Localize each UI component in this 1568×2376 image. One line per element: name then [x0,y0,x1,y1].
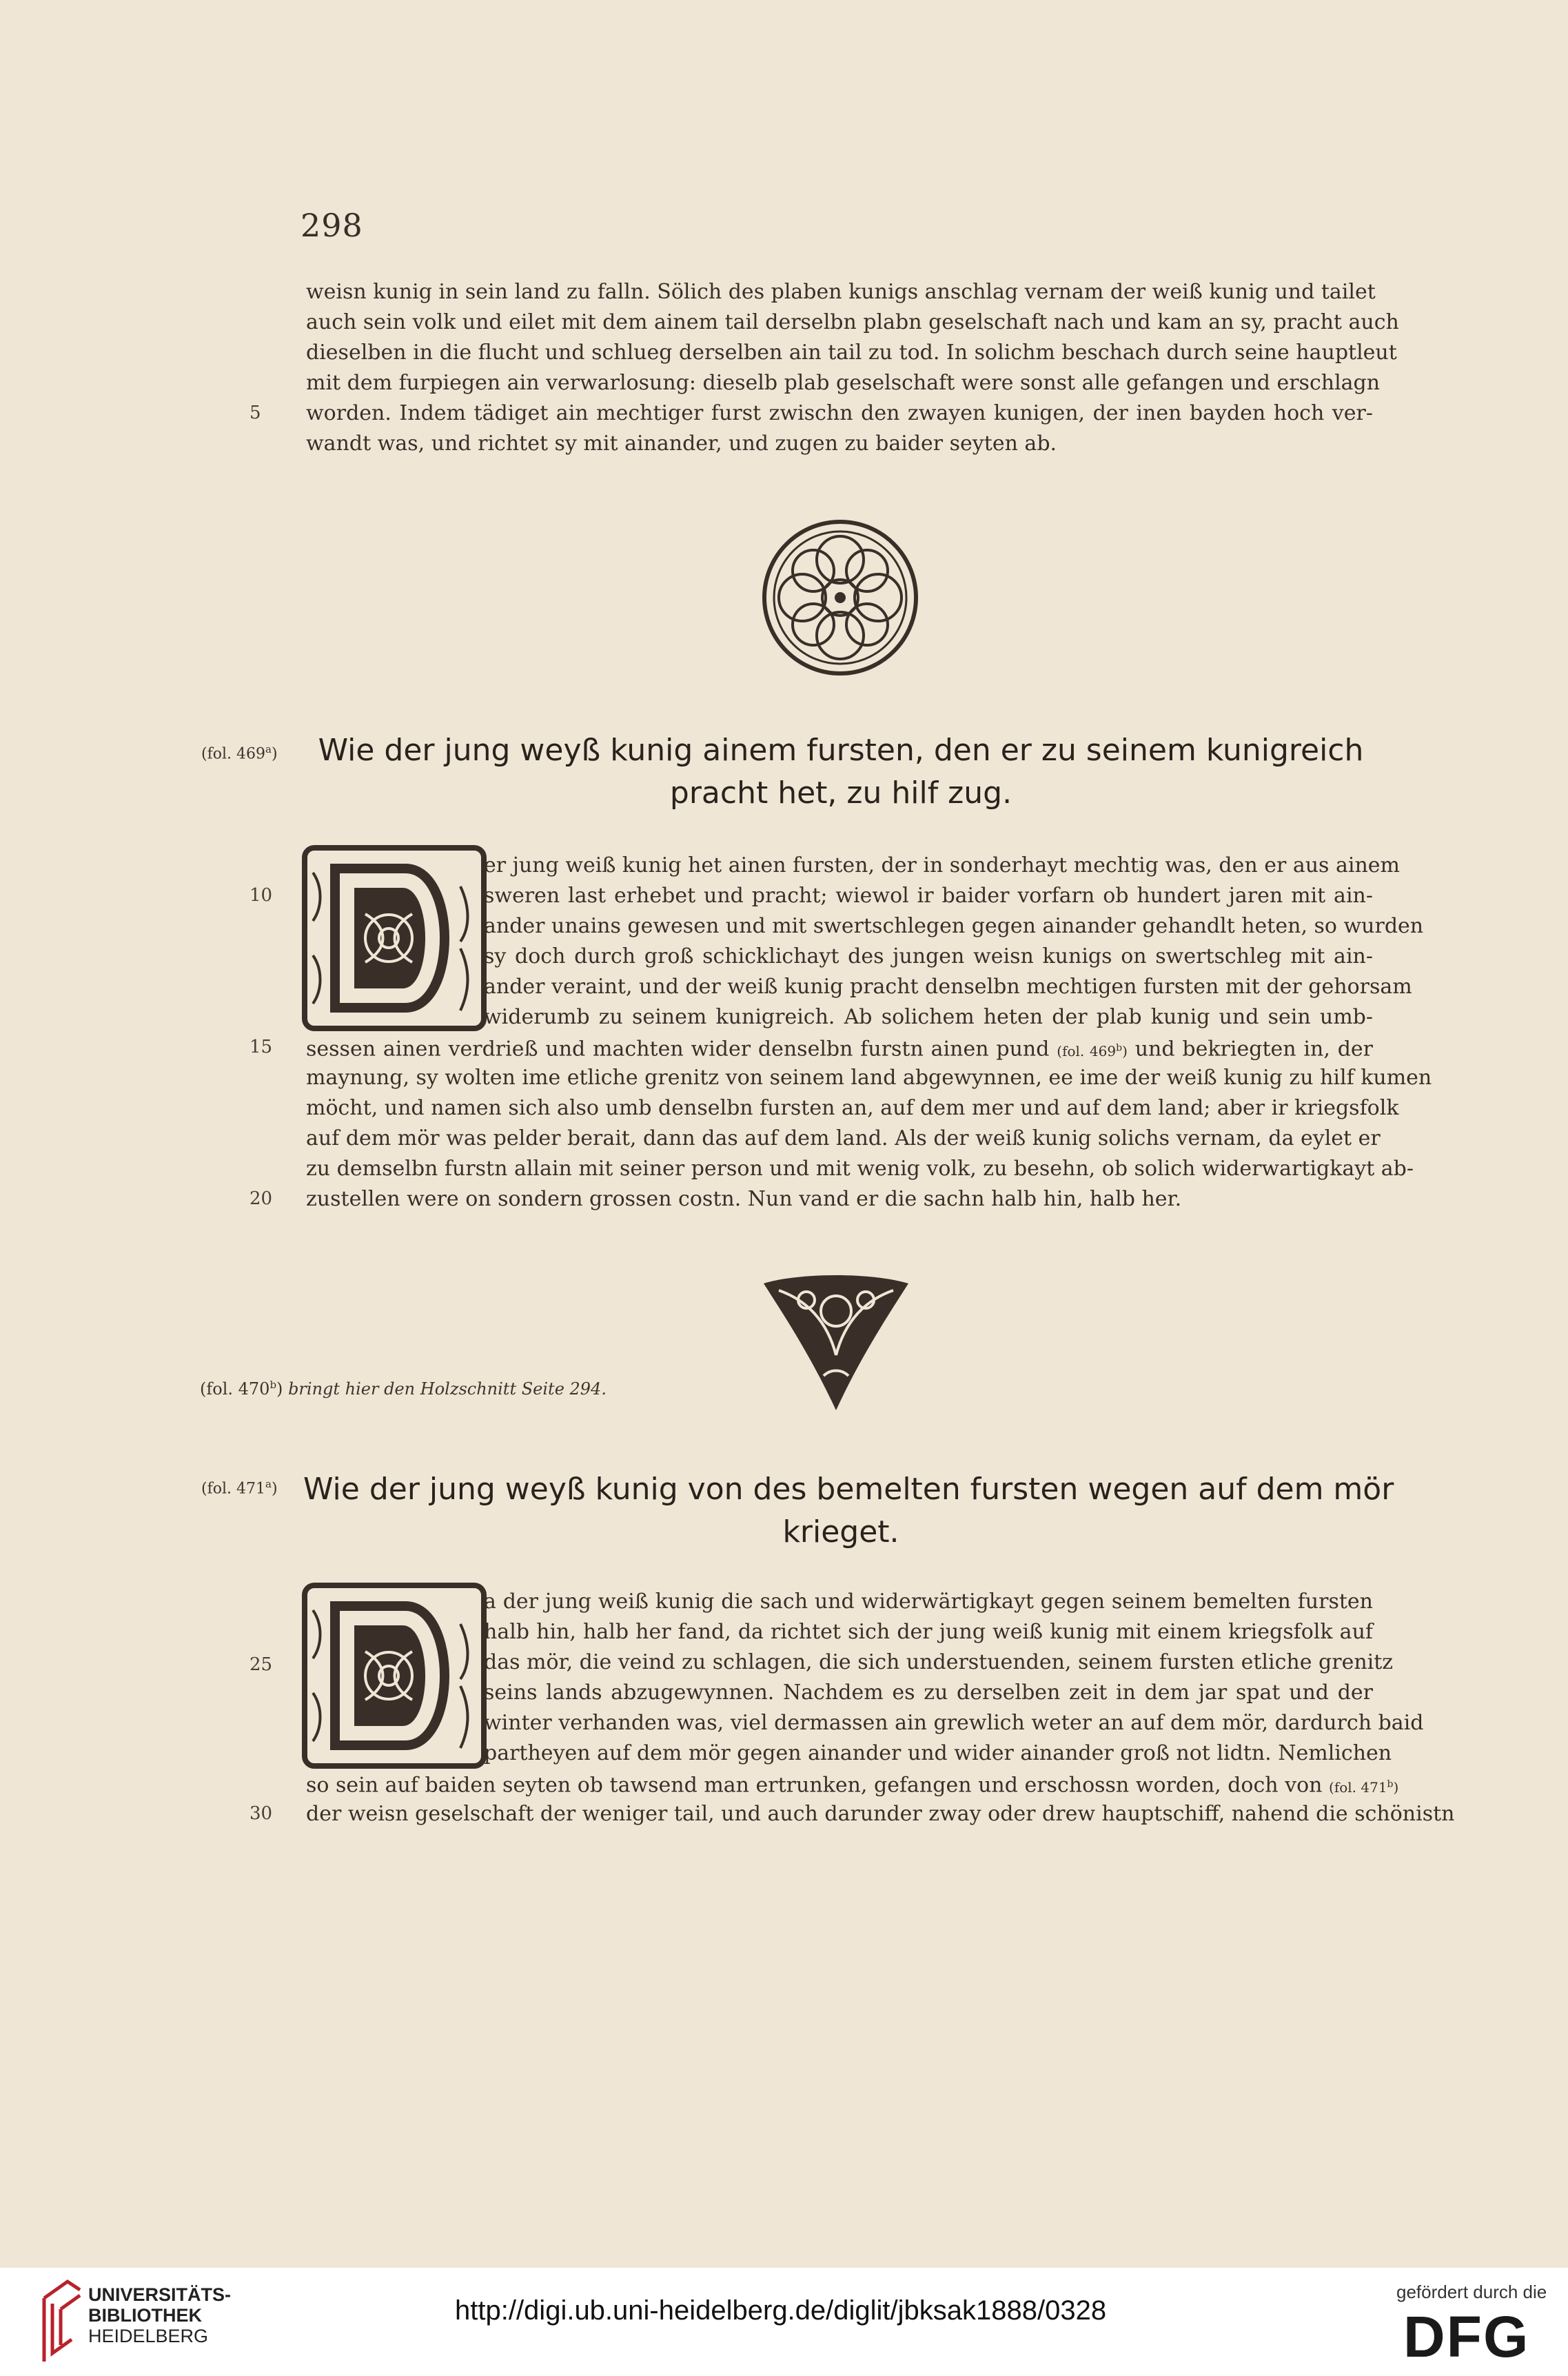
text-line: worden. Indem tädiget ain mechtiger furst zwischn den zwayen kunigen, der inen bayden hoch ver- [306,401,1373,425]
funder-caption: gefördert durch die [1396,2282,1547,2302]
text-line: widerumb zu seinem kunigreich. Ab solichem heten der plab kunig und sein umb- [484,1005,1373,1029]
text-line: das mör, die veind zu schlagen, die sich understuenden, seinem fursten etliche grenitz [484,1650,1394,1674]
text-line: mit dem furpiegen ain verwarlosung: dieselb plab geselschaft were sonst alle gefangen und erschlagn [306,371,1381,395]
text-line: halb hin, halb her fand, da richtet sich der jung weiß kunig mit einem kriegsfolk auf [484,1620,1373,1644]
text-line: sweren last erhebet und pracht; wiewol ir baider vorfarn ob hundert jaren mit ain- [484,884,1373,908]
section-heading: krieget. [782,1514,899,1550]
section-heading: Wie der jung weyß kunig von des bemelten fursten wegen auf dem mör [303,1472,1394,1507]
triangular-vignette [758,1272,914,1417]
text-line: weisn kunig in sein land zu falln. Sölich des plaben kunigs anschlag vernam der weiß kunig und tailet [306,280,1376,304]
text-line: ander unains gewesen und mit swertschlegen gegen ainander gehandlt heten, so wurden [484,914,1424,938]
text-line: auch sein volk und eilet mit dem ainem tail derselbn plabn geselschaft nach und kam an sy, pracht auch [306,310,1399,334]
text-line: ander veraint, und der weiß kunig pracht denselbn mechtigen fursten mit der gehorsam [484,975,1412,999]
text-line: winter verhanden was, viel dermassen ain grewlich weter an auf dem mör, dardurch baid [484,1711,1424,1735]
text-line: a der jung weiß kunig die sach und widerwärtigkayt gegen seinem bemelten fursten [484,1590,1373,1614]
text-line: der weisn geselschaft der weniger tail, und auch darunder zway oder drew hauptschiff, nahend die schönistn [306,1802,1455,1826]
university-library-logo-icon[interactable] [40,2277,84,2366]
line-number: 5 [250,403,261,423]
text-line: so sein auf baiden seyten ob tawsend man ertrunken, gefangen und erschossn worden, doch von (fol. 471$^b$) [306,1773,1399,1798]
text-line: sy doch durch groß schicklichayt des jungen weisn kunigs on swertschleg mit ain- [484,944,1373,968]
line-number: 10 [250,885,273,906]
permalink-url[interactable]: http://digi.ub.uni-heidelberg.de/diglit/jbksak1888/0328 [455,2295,1107,2326]
line-number: 25 [250,1654,273,1675]
ornamental-initial-d [302,845,487,1031]
rosette-ornament [761,518,919,677]
text-line: dieselben in die flucht und schlueg derselben ain tail zu tod. In solichm beschach durch seine hauptleut [306,341,1397,365]
text-line: wandt was, und richtet sy mit ainander, und zugen zu baider seyten ab. [306,431,1057,456]
text-line: er jung weiß kunig het ainen fursten, der in sonderhayt mechtig was, den er aus ainem [484,853,1400,877]
text-line: zu demselbn furstn allain mit seiner person und mit wenig volk, zu besehn, ob solich widerwartigkayt ab- [306,1157,1414,1181]
inline-folio: (fol. 471$^b$) [1329,1778,1399,1796]
line-number: 15 [250,1037,273,1057]
folio-reference: (fol. 469$^a$) [201,743,278,763]
text-line: möcht, und namen sich also umb denselbn fursten an, auf dem mer und auf dem land; aber ir kriegsfolk [306,1096,1399,1120]
text-line: zustellen were on sondern grossen costn. Nun vand er die sachn halb hin, halb her. [306,1187,1182,1211]
text-line: seins lands abzugewynnen. Nachdem es zu derselben zeit in dem jar spat und der [484,1681,1373,1705]
section-heading: pracht het, zu hilf zug. [669,775,1012,811]
page-number: 298 [301,207,363,244]
text-line: maynung, sy wolten ime etliche grenitz von seinem land abgewynnen, ee ime der weiß kunig zu hilf kumen [306,1066,1432,1090]
library-name[interactable]: UNIVERSITÄTS- BIBLIOTHEK HEIDELBERG [88,2284,232,2346]
ornamental-initial-d [302,1583,487,1769]
editorial-note: (fol. 470$^b$) bringt hier den Holzschnitt Seite 294. [200,1379,607,1399]
dropcap-letter: D [302,845,303,846]
text-line: sessen ainen verdrieß und machten wider denselbn furstn ainen pund (fol. 469$^b$) und bekriegten in, der [306,1037,1374,1062]
line-number: 20 [250,1188,273,1209]
inline-folio: (fol. 469$^b$) [1057,1042,1128,1059]
line-number: 30 [250,1803,273,1824]
text-line: partheyen auf dem mör gegen ainander und wider ainander groß not lidtn. Nemlichen [484,1741,1392,1765]
section-heading: Wie der jung weyß kunig ainem fursten, den er zu seinem kunigreich [318,733,1364,768]
dfg-logo[interactable]: DFG [1403,2304,1530,2369]
text-line: auf dem mör was pelder berait, dann das auf dem land. Als der weiß kunig solichs vernam, da eylet er [306,1126,1381,1150]
folio-reference: (fol. 471$^a$) [201,1478,278,1498]
